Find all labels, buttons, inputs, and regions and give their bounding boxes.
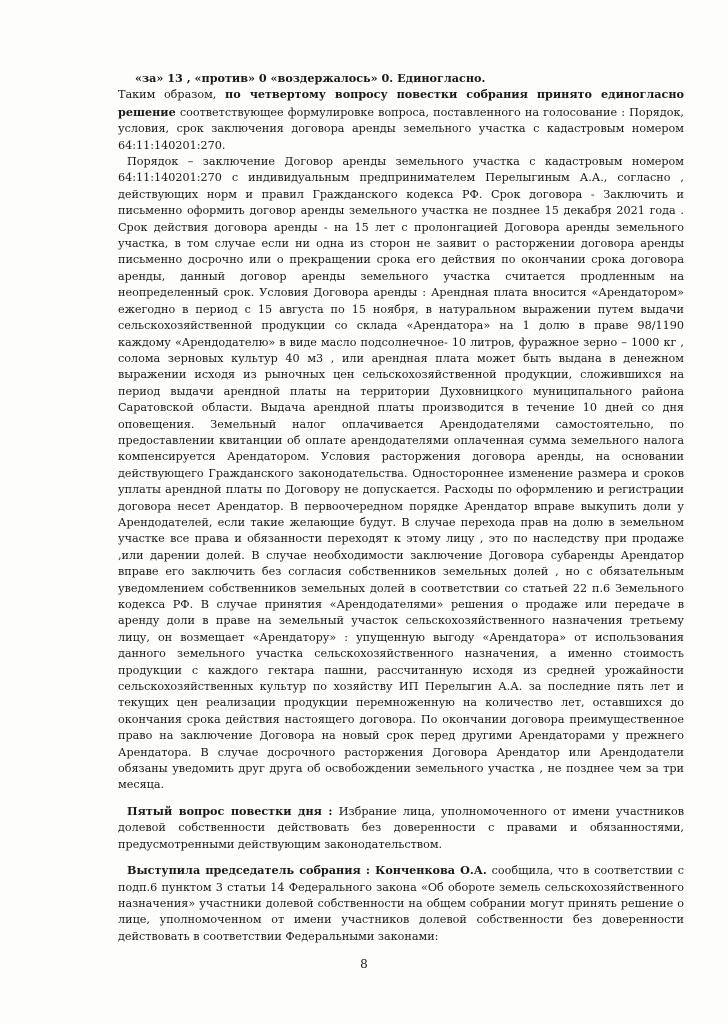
speaker-intro: Выступила председатель собрания : Конченкова О.А. bbox=[127, 863, 487, 878]
q5-paragraph bbox=[118, 803, 684, 853]
lease-terms-paragraph: Порядок – заключение Договор аренды земельного участка с кадастровым номером 64:11:140201:270 с индивидуальным предпринимателем Перелыгиным А.А., согласно , действующих норм и правил Гражданского кодекса РФ. Срок договора - Заключить и письменно оформить договор аренды земельного участка не позднее 15 декабря 2021 года . Срок действия договора аренды - на 15 лет с пролонгацией Договора аренды земельного участка, в том случае если ни одна из сторон не заявит о расторжении договора аренды письменно досрочно или о прекращении срока его действия по окончании срока договора аренды, данный договор аренды земельного участка считается продленным на неопределенный срок. Условия Договора аренды : Арендная плата вносится «Арендатором» ежегодно в период с 15 августа по 15 ноября, в натуральном выражении путем выдачи сельскохозяйственной продукции со склада «Арендатора» на 1 долю в праве 98/1190 каждому «Арендодателю» в виде масло подсолнечное- 10 литров, фуражное зерно – 1000 кг , солома зерновых культур 40 м3 , или арендная плата может быть выдана в денежном выражении исходя из рыночных цен сельскохозяйственной продукции, сложившихся на период выдачи арендной платы на территории Духовницкого муниципального района Саратовской области. Выдача арендной платы производится в течение 10 дней со дня оповещения. Земельный налог оплачивается Арендодателями самостоятельно, по предоставлении квитанции об оплате арендодателями оплаченная сумма земельного налога компенсируется Арендатором. Условия расторжения договора аренды, на основании действующего Гражданского законодательства. Одностороннее изменение размера и сроков уплаты арендной платы по Договору не допускается. Расходы по оформлению и регистрации договора несет Арендатор. В первоочередном порядке Арендатор вправе выкупить доли у Арендодателей, если такие желающие будут. В случае перехода прав на долю в земельном участке все права и обязанности переходят к этому лицу , это по наследству при продаже ,или дарении долей. В случае необходимости заключение Договора субаренды Арендатор вправе его заключить без согласия собственников земельных долей , но с обязательным уведомлением собственников земельных долей в соответствии со статьей 22 п.6 Земельного кодекса РФ. В случае принятия «Арендодателями» решения о продаже или передаче в аренду доли в праве на земельный участок сельскохозяйственного назначения третьему лицу, он возмещает «Арендатору» : упущенную выгоду «Арендатора» от использования данного земельного участка сельскохозяйственного назначения, а именно стоимость продукции с каждого гектара пашни, рассчитанную исходя из средней урожайности сельскохозяйственных культур по хозяйству ИП Перелыгин А.А. за последние пять лет и текущих цен реализации продукции перемноженную на количество лет, оставшихся до окончания срока действия настоящего договора. По окончании договора преимущественное право на заключение Договора на новый срок перед другими Арендаторами у прежнего Арендатора. В случае досрочного расторжения Договора Арендатор или Арендодатели обязаны уведомить друг друга об освобождении земельного участка , не позднее чем за три месяца. bbox=[118, 155, 684, 792]
q5-title: Пятый вопрос повестки дня : bbox=[127, 803, 333, 818]
speaker-text: сообщила, что в соответствии с подп.6 пунктом 3 статьи 14 Федерального закона «Об обороте земель сельскохозяйственного назначения» участники долевой собственности на общем собрании могут принять решение о лице, уполномоченном от имени участников долевой собственности без доверенности действовать в соответствии Федеральными законами: bbox=[118, 864, 684, 943]
page-number: 8 bbox=[360, 957, 368, 971]
speaker-paragraph bbox=[118, 862, 684, 945]
q4-decision-bold: по четвертому вопросу повестки собрания принято единогласно решение bbox=[118, 87, 684, 119]
q5-text: Избрание лица, уполномоченного от имени участников долевой собственности действовать без доверенности с правами и обязанностями, предусмотренными действующим законодательством. bbox=[118, 804, 685, 851]
document-body bbox=[118, 70, 684, 945]
q4-decision-rest: соответствующее формулировке вопроса, поставленного на голосование : Порядок, условия, срок заключения договора аренды земельного участка с кадастровым номером 64:11:140201:270. bbox=[118, 105, 684, 152]
vote-result: «за» 13 , «против» 0 «воздержалось» 0. Единогласно. bbox=[135, 71, 486, 85]
q4-decision-lead: Таким образом, bbox=[118, 88, 217, 102]
q4-decision-paragraph bbox=[118, 86, 684, 154]
